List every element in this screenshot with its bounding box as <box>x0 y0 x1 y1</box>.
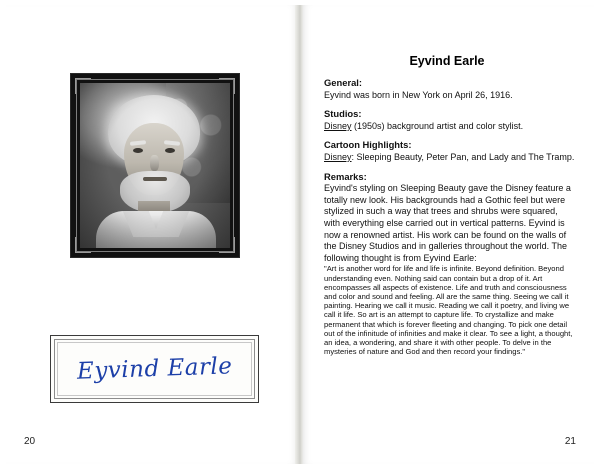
section-heading-remarks: Remarks: <box>324 170 367 182</box>
autograph-card <box>50 335 259 403</box>
cartoon-text: : Sleeping Beauty, Peter Pan, and Lady and The Tramp. <box>351 151 575 162</box>
left-page-number: 20 <box>24 436 36 447</box>
section-heading-studios: Studios: <box>324 108 362 120</box>
studios-text: (1950s) background artist and color stylist. <box>351 120 524 131</box>
left-page <box>6 5 297 464</box>
eyvind-earle-quote: "Art is another word for life and life is infinite. Beyond definition. Beyond understanding even. Nothing said can contain but a drop of it. Art encompasses all aspects of existence. Life and truth and consciousness and color and sound and feeling. All are the same thing. Seeing we call it painting. Hearing we call it music. Reading we call it poetry, and living we call it life. So art is an attempt to capture life. To crystallize and make permanent that which is forever fleeting and changing. To pick one detail out of the infinitude of infinities and make it clear. To see a light, a thought, an idea, a wondering, and share it with other people. To delve in the mysteries of nature and God and then record your findings." <box>324 264 573 357</box>
photo-corner-top-right <box>219 78 235 94</box>
right-page-number: 21 <box>564 436 576 447</box>
portrait-photo <box>80 83 230 248</box>
portrait-photo-frame <box>70 73 240 258</box>
section-body-remarks: Eyvind's styling on Sleeping Beauty gave the Disney feature a totally new look. His backgrounds had a Gothic feel but were stylized in such a way that trees and shrubs were squared, with everything else carried out in vertical patterns. Eyvind is now a renowned artist. His work can be found on the walls of the Disney Studios and in galleries throughout the world. The following thought is from Eyvind Earle: <box>324 183 571 263</box>
article-body <box>324 77 576 356</box>
section-body-studios <box>324 121 576 133</box>
photo-vignette <box>80 83 230 248</box>
right-page <box>303 5 594 464</box>
section-heading-general: General: <box>324 77 363 88</box>
section-body-cartoon-highlights <box>324 152 576 164</box>
cartoon-disney-link[interactable]: Disney <box>324 151 352 162</box>
section-body-general: Eyvind was born in New York on April 26, 1916. <box>324 89 513 100</box>
studios-disney-link[interactable]: Disney <box>324 120 352 131</box>
section-heading-cartoon-highlights: Cartoon Highlights: <box>324 139 412 151</box>
photo-corner-bottom-left <box>75 237 91 253</box>
signature-text: Eyvind Earle <box>76 353 233 385</box>
photo-corner-top-left <box>75 78 91 94</box>
page-title: Eyvind Earle <box>409 54 485 68</box>
photo-corner-bottom-right <box>219 237 235 253</box>
autograph-signature <box>51 336 258 402</box>
